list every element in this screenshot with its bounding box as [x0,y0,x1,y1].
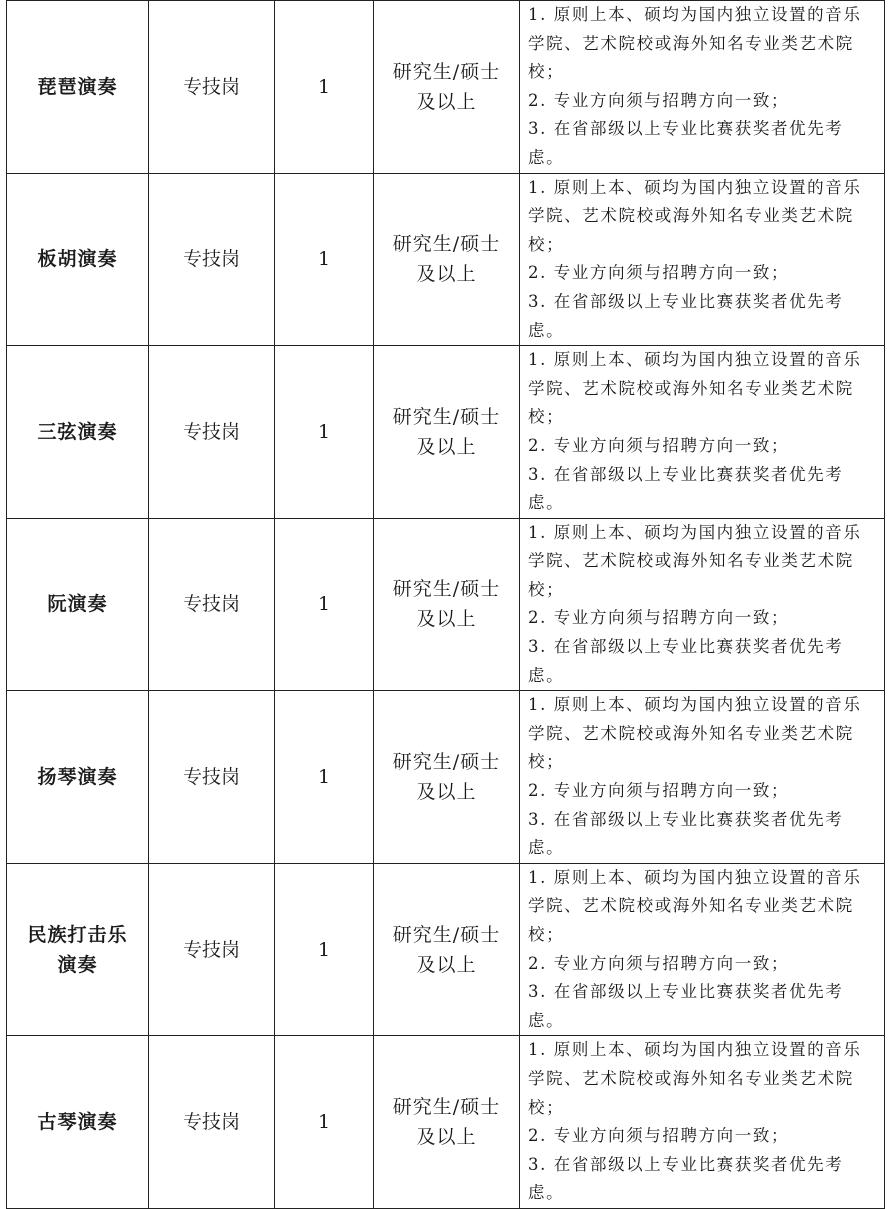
position-type: 专技岗 [149,691,275,864]
headcount: 1 [275,863,374,1036]
headcount: 1 [275,173,374,346]
requirement-2: 2. 专业方向须与招聘方向一致； [528,1126,790,1146]
position-type: 专技岗 [149,518,275,691]
position-name: 板胡演奏 [7,173,149,346]
requirement-3: 3. 在省部级以上专业比赛获奖者优先考虑。 [528,809,844,858]
table-row [7,173,885,346]
requirement-2: 2. 专业方向须与招聘方向一致； [528,435,790,455]
position-type: 专技岗 [149,1,275,174]
position-type: 专技岗 [149,1036,275,1209]
table-row [7,1,885,174]
position-name [7,863,149,1036]
requirement-3: 3. 在省部级以上专业比赛获奖者优先考虑。 [528,119,844,167]
position-type: 专技岗 [149,173,275,346]
requirement-2: 2. 专业方向须与招聘方向一致； [528,953,790,973]
headcount: 1 [275,346,374,519]
position-name: 琵琶演奏 [7,1,149,174]
education-cell [374,863,520,1036]
recruitment-table [6,0,885,1209]
requirements-cell [520,1,885,174]
table-row [7,1036,885,1209]
position-type: 专技岗 [149,863,275,1036]
position-name: 三弦演奏 [7,346,149,519]
education-cell [374,691,520,864]
requirement-3: 3. 在省部级以上专业比赛获奖者优先考虑。 [528,637,844,685]
requirements-cell [520,518,885,691]
requirement-3: 3. 在省部级以上专业比赛获奖者优先考虑。 [528,464,844,513]
requirement-2: 2. 专业方向须与招聘方向一致； [528,90,790,110]
requirement-1: 1. 原则上本、硕均为国内独立设置的音乐学院、艺术院校或海外知名专业类艺术院校； [528,695,862,772]
education-cell [374,518,520,691]
requirement-3: 3. 在省部级以上专业比赛获奖者优先考虑。 [528,1154,844,1203]
requirement-1: 1. 原则上本、硕均为国内独立设置的音乐学院、艺术院校或海外知名专业类艺术院校； [528,5,862,82]
headcount: 1 [275,1036,374,1209]
education-requirement: 研究生/硕士及以上 [392,751,501,804]
requirement-1: 1. 原则上本、硕均为国内独立设置的音乐学院、艺术院校或海外知名专业类艺术院校； [528,867,862,944]
table-row [7,691,885,864]
requirement-1: 1. 原则上本、硕均为国内独立设置的音乐学院、艺术院校或海外知名专业类艺术院校； [528,522,862,599]
headcount: 1 [275,1,374,174]
requirements-cell [520,1036,885,1209]
position-name: 古琴演奏 [7,1036,149,1209]
education-cell [374,1,520,174]
headcount: 1 [275,518,374,691]
requirements-cell [520,173,885,346]
education-cell [374,173,520,346]
education-requirement: 研究生/硕士及以上 [392,60,501,113]
education-cell [374,346,520,519]
education-requirement: 研究生/硕士及以上 [392,578,501,631]
table-row [7,346,885,519]
requirement-2: 2. 专业方向须与招聘方向一致； [528,608,790,628]
requirement-1: 1. 原则上本、硕均为国内独立设置的音乐学院、艺术院校或海外知名专业类艺术院校； [528,177,862,254]
education-requirement: 研究生/硕士及以上 [392,233,501,286]
education-requirement: 研究生/硕士及以上 [392,1096,501,1149]
requirement-3: 3. 在省部级以上专业比赛获奖者优先考虑。 [528,982,844,1030]
requirements-cell [520,346,885,519]
requirement-3: 3. 在省部级以上专业比赛获奖者优先考虑。 [528,291,844,340]
requirement-2: 2. 专业方向须与招聘方向一致； [528,263,790,283]
education-cell [374,1036,520,1209]
education-requirement: 研究生/硕士及以上 [392,923,501,976]
table-row [7,518,885,691]
requirements-cell [520,863,885,1036]
requirements-cell [520,691,885,864]
education-requirement: 研究生/硕士及以上 [392,405,501,458]
requirement-1: 1. 原则上本、硕均为国内独立设置的音乐学院、艺术院校或海外知名专业类艺术院校； [528,350,862,427]
position-type: 专技岗 [149,346,275,519]
position-name: 阮演奏 [7,518,149,691]
position-name-text: 民族打击乐演奏 [27,923,128,976]
requirement-2: 2. 专业方向须与招聘方向一致； [528,781,790,801]
headcount: 1 [275,691,374,864]
table-row [7,863,885,1036]
requirement-1: 1. 原则上本、硕均为国内独立设置的音乐学院、艺术院校或海外知名专业类艺术院校； [528,1040,862,1117]
position-name: 扬琴演奏 [7,691,149,864]
